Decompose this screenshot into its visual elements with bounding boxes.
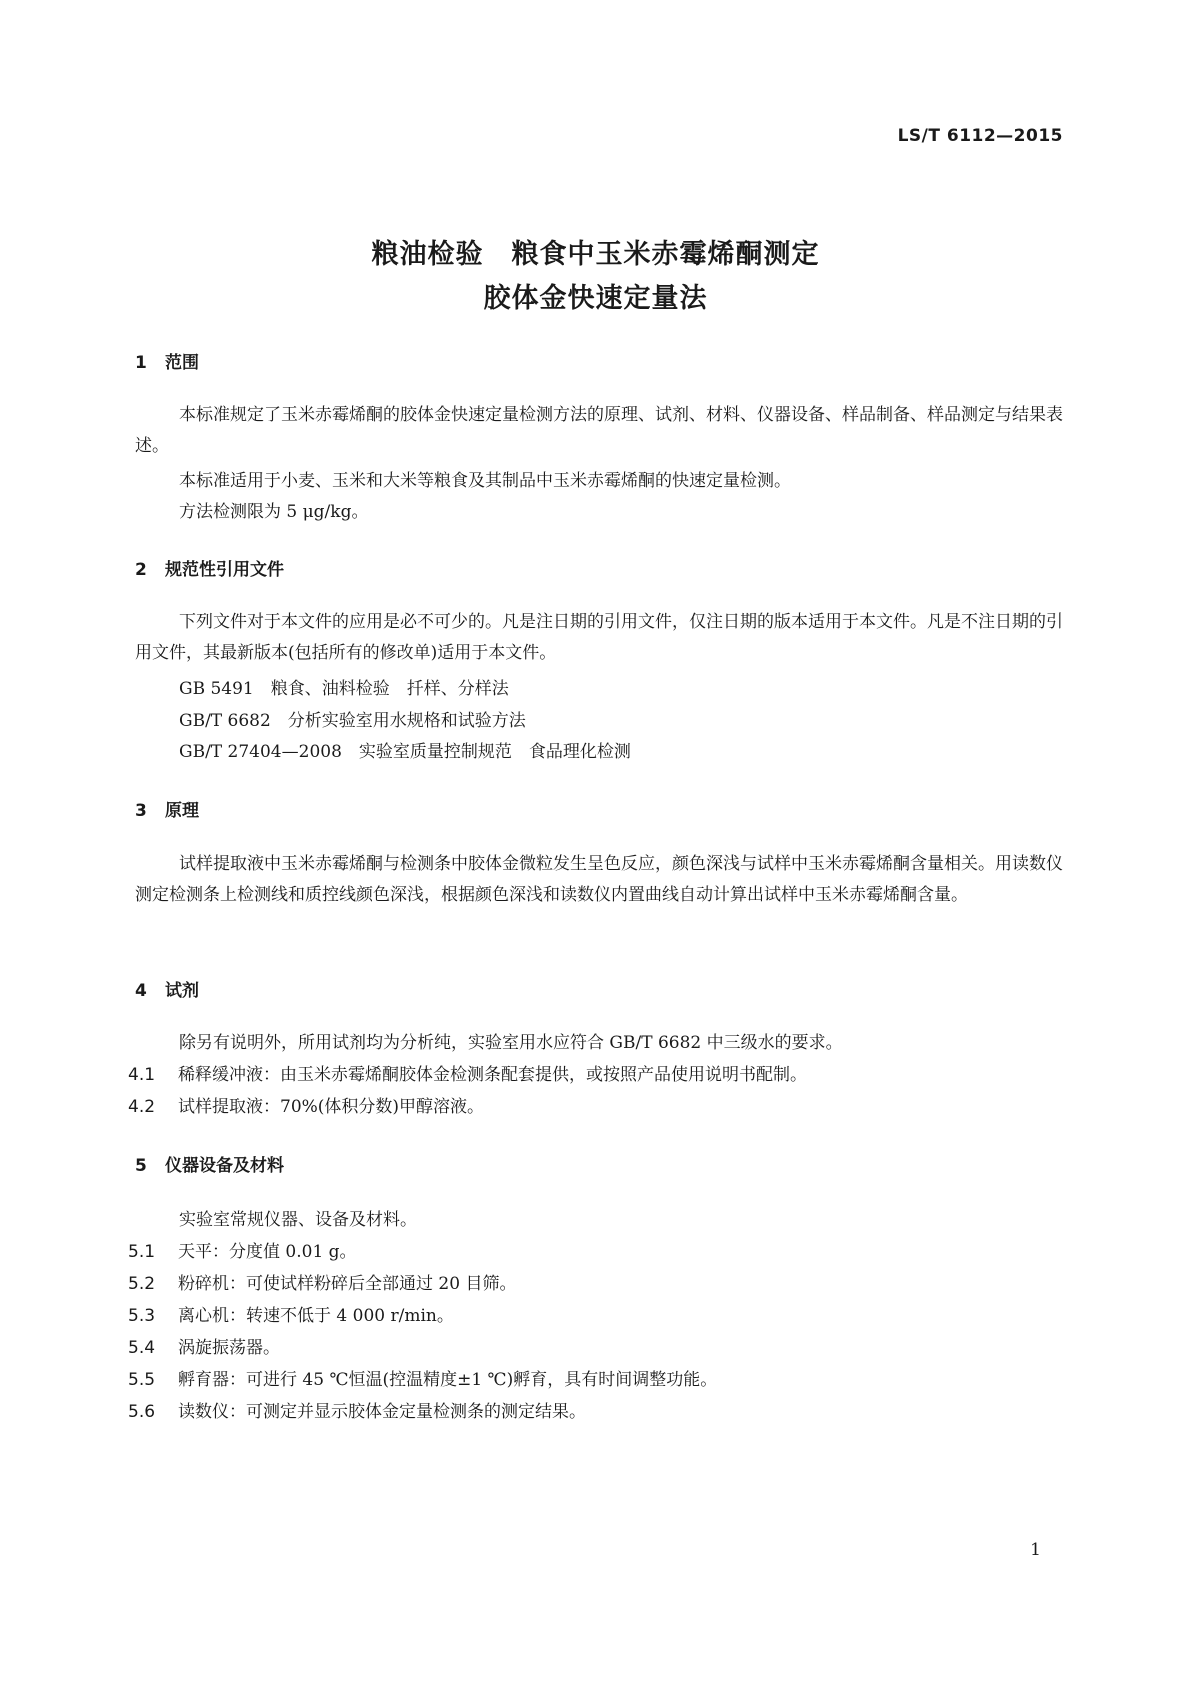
clause-number: 5.4 — [128, 1338, 156, 1358]
clause-number: 5.6 — [128, 1402, 156, 1422]
paragraph — [135, 849, 1065, 911]
clause-text: 涡旋振荡器。 — [178, 1338, 280, 1358]
paragraph: 实验室常规仪器、设备及材料。 — [179, 1210, 417, 1230]
reference-item: GB/T 6682 分析实验室用水规格和试验方法 — [179, 711, 526, 731]
reference-item: GB/T 27404—2008 实验室质量控制规范 食品理化检测 — [179, 742, 631, 762]
clause-number: 5.2 — [128, 1274, 156, 1294]
clause-item — [128, 1301, 454, 1326]
paragraph-text: 下列文件对于本文件的应用是必不可少的。凡是注日期的引用文件，仅注日期的版本适用于本文件。凡是不注日期的引用文件，其最新版本(包括所有的修改单)适用于本文件。 — [135, 612, 1063, 663]
section-number: 2 — [135, 560, 147, 580]
paragraph — [135, 607, 1065, 669]
section-number: 5 — [135, 1156, 147, 1176]
clause-item — [128, 1060, 807, 1085]
section-heading-5 — [135, 1151, 284, 1176]
clause-number: 4.1 — [128, 1065, 156, 1085]
clause-text: 读数仪：可测定并显示胶体金定量检测条的测定结果。 — [178, 1402, 586, 1422]
section-title: 规范性引用文件 — [165, 560, 284, 580]
section-number: 3 — [135, 801, 147, 821]
clause-text: 天平：分度值 0.01 g。 — [178, 1242, 357, 1262]
paragraph-text: 试样提取液中玉米赤霉烯酮与检测条中胶体金微粒发生呈色反应，颜色深浅与试样中玉米赤霉烯酮含量相关。用读数仪测定检测条上检测线和质控线颜色深浅，根据颜色深浅和读数仪内置曲线自动计算出试样中玉米赤霉烯酮含量。 — [135, 854, 1063, 905]
paragraph: 除另有说明外，所用试剂均为分析纯，实验室用水应符合 GB/T 6682 中三级水的要求。 — [179, 1033, 843, 1053]
section-title: 试剂 — [165, 981, 199, 1001]
clause-text: 稀释缓冲液：由玉米赤霉烯酮胶体金检测条配套提供，或按照产品使用说明书配制。 — [178, 1065, 807, 1085]
document-title-line2: 胶体金快速定量法 — [483, 283, 708, 314]
clause-text: 孵育器：可进行 45 ℃恒温(控温精度±1 ℃)孵育，具有时间调整功能。 — [178, 1370, 718, 1390]
clause-text: 试样提取液：70%(体积分数)甲醇溶液。 — [178, 1097, 485, 1117]
paragraph: 本标准适用于小麦、玉米和大米等粮食及其制品中玉米赤霉烯酮的快速定量检测。 — [179, 471, 791, 491]
section-heading-2 — [135, 555, 284, 580]
section-title: 范围 — [165, 353, 199, 373]
clause-number: 4.2 — [128, 1097, 156, 1117]
clause-number: 5.3 — [128, 1306, 156, 1326]
clause-number: 5.1 — [128, 1242, 156, 1262]
paragraph: 方法检测限为 5 μg/kg。 — [179, 502, 369, 522]
section-heading-3 — [135, 796, 199, 821]
clause-text: 离心机：转速不低于 4 000 r/min。 — [178, 1306, 454, 1326]
paragraph-text: 本标准规定了玉米赤霉烯酮的胶体金快速定量检测方法的原理、试剂、材料、仪器设备、样品制备、样品测定与结果表述。 — [135, 405, 1063, 456]
clause-item — [128, 1237, 357, 1262]
clause-item — [128, 1397, 586, 1422]
document-title-line1: 粮油检验 粮食中玉米赤霉烯酮测定 — [371, 239, 820, 270]
clause-text: 粉碎机：可使试样粉碎后全部通过 20 目筛。 — [178, 1274, 517, 1294]
reference-item: GB 5491 粮食、油料检验 扦样、分样法 — [179, 679, 509, 699]
clause-number: 5.5 — [128, 1370, 156, 1390]
section-title: 仪器设备及材料 — [165, 1156, 284, 1176]
paragraph — [135, 400, 1065, 462]
section-title: 原理 — [165, 801, 199, 821]
clause-item — [128, 1365, 717, 1390]
clause-item — [128, 1269, 516, 1294]
section-number: 1 — [135, 353, 147, 373]
clause-item — [128, 1092, 484, 1117]
clause-item — [128, 1333, 280, 1358]
standard-code: LS/T 6112—2015 — [897, 126, 1063, 146]
section-heading-4 — [135, 976, 199, 1001]
section-heading-1 — [135, 348, 199, 373]
section-number: 4 — [135, 981, 147, 1001]
page-number: 1 — [1030, 1540, 1041, 1560]
